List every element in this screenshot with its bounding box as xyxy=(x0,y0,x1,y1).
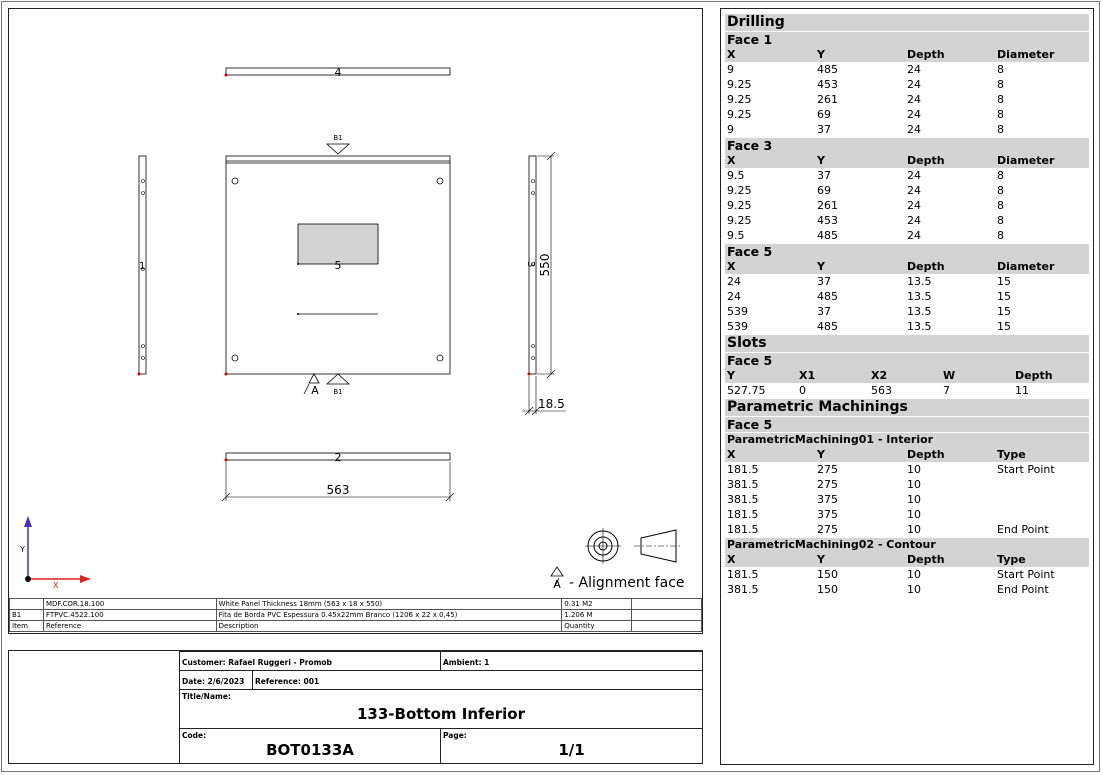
code-label: Code: xyxy=(182,731,207,740)
customer-cell xyxy=(179,651,441,671)
bom-description: White Panel Thickness 18mm (563 x 18 x 550) xyxy=(216,599,562,610)
table-row: 9.5 37 24 8 xyxy=(727,169,1004,182)
interior-pocket xyxy=(298,224,378,264)
dim-width: 563 xyxy=(326,483,350,497)
drilling-title: Drilling xyxy=(725,14,1089,31)
page-value: 1/1 xyxy=(558,741,585,759)
table-row: 181.5 275 10 Start Point xyxy=(727,463,1055,476)
table-row: 539 37 13.5 15 xyxy=(727,305,1011,318)
table-row: 381.5 150 10 End Point xyxy=(727,583,1049,596)
bom-description: Fita de Borda PVC Espessura 0.45x22mm Branco (1206 x 22 x 0,45) xyxy=(216,610,562,621)
title-cell xyxy=(179,689,703,729)
parametric-title: Parametric Machinings xyxy=(725,399,1089,416)
parametric-group-title: ParametricMachining02 - Contour xyxy=(725,538,1089,552)
bom-header-quantity: Quantity xyxy=(562,621,632,632)
table-row: 527.75 0 563 7 11 xyxy=(727,384,1029,397)
table-row: 181.5 275 10 End Point xyxy=(727,523,1049,536)
bom-item: B1 xyxy=(10,610,44,621)
table-row: 9.25 69 24 8 xyxy=(727,184,1004,197)
bom-item xyxy=(10,599,44,610)
slots-face-title: Face 5 xyxy=(725,353,1089,368)
part-label-5: 5 xyxy=(334,259,342,272)
drill-hole xyxy=(232,355,238,361)
alignment-label: A xyxy=(311,384,319,397)
table-row: 381.5 375 10 xyxy=(727,493,921,506)
drilling-face-title: Face 1 xyxy=(725,32,1089,47)
alignment-triangle-icon xyxy=(309,374,319,383)
slots-title: Slots xyxy=(725,335,1089,352)
table-row: 9 485 24 8 xyxy=(727,63,1004,76)
part-label-2: 2 xyxy=(334,451,342,464)
projection-symbol-icon xyxy=(585,528,681,564)
drilling-face-title: Face 5 xyxy=(725,244,1089,259)
table-row: 181.5 150 10 Start Point xyxy=(727,568,1055,581)
code-cell xyxy=(179,728,441,764)
axis-x-label: X xyxy=(53,581,59,590)
part-label-3: 3 xyxy=(525,261,536,268)
table-row: 9.5 485 24 8 xyxy=(727,229,1004,242)
bom-header-item: Item xyxy=(10,621,44,632)
code-value: BOT0133A xyxy=(266,741,354,759)
table-header: Y X1 X2 W Depth xyxy=(725,368,1089,383)
table-row: 24 485 13.5 15 xyxy=(727,290,1011,303)
dim-thickness: 18.5 xyxy=(538,397,565,411)
table-row: 381.5 275 10 xyxy=(727,478,921,491)
table-header: X Y Depth Diameter xyxy=(725,259,1089,274)
machining-sheet xyxy=(720,8,1094,765)
table-row: 181.5 375 10 xyxy=(727,508,921,521)
reference-cell xyxy=(252,670,703,690)
bom-row xyxy=(10,610,702,621)
drill-hole xyxy=(437,178,443,184)
edge-band-label-bottom: B1 xyxy=(333,388,343,396)
edge-band-label-top: B1 xyxy=(333,134,343,142)
ambient-text: Ambient: 1 xyxy=(443,658,490,667)
parametric-face-title: Face 5 xyxy=(725,417,1089,432)
date-cell xyxy=(179,670,253,690)
table-header: X Y Depth Type xyxy=(725,447,1089,462)
bom-header-reference: Reference xyxy=(43,621,216,632)
table-row: 24 37 13.5 15 xyxy=(727,275,1011,288)
title-label: Title/Name: xyxy=(182,692,231,701)
table-header: X Y Depth Diameter xyxy=(725,47,1089,62)
edge-band-triangle-icon xyxy=(327,144,349,154)
table-row: 9.25 453 24 8 xyxy=(727,78,1004,91)
drilling-face-title: Face 3 xyxy=(725,138,1089,153)
table-header: X Y Depth Diameter xyxy=(725,153,1089,168)
dim-height: 550 xyxy=(538,253,552,277)
bom-reference: FTPVC.4522.100 xyxy=(43,610,216,621)
ambient-cell xyxy=(440,651,703,671)
table-row: 9.25 261 24 8 xyxy=(727,199,1004,212)
bom-row xyxy=(10,599,702,610)
bom-header-description: Description xyxy=(216,621,562,632)
table-row: 9 37 24 8 xyxy=(727,123,1004,136)
table-row: 9.25 69 24 8 xyxy=(727,108,1004,121)
table-row: 539 485 13.5 15 xyxy=(727,320,1011,333)
page-label: Page: xyxy=(443,731,467,740)
table-header: X Y Depth Type xyxy=(725,552,1089,567)
title-value: 133-Bottom Inferior xyxy=(357,705,525,723)
part-label-1: 1 xyxy=(139,261,146,272)
reference-text: Reference: 001 xyxy=(255,677,320,686)
alignment-legend-letter: A xyxy=(553,578,561,591)
title-block xyxy=(8,650,703,764)
alignment-face-text: - Alignment face xyxy=(569,575,685,591)
axis-y-label: Y xyxy=(20,545,25,554)
bom-header-row xyxy=(10,621,702,632)
origin-dot xyxy=(225,74,228,77)
bom-reference: MDF.COR.18.100 xyxy=(43,599,216,610)
alignment-legend-icon xyxy=(551,567,563,576)
page-cell xyxy=(440,728,703,764)
bom-quantity: 0.31 M2 xyxy=(562,599,632,610)
bill-of-materials xyxy=(9,598,702,632)
bom-quantity: 1.206 M xyxy=(562,610,632,621)
table-row: 9.25 453 24 8 xyxy=(727,214,1004,227)
drill-hole xyxy=(232,178,238,184)
date-text: Date: 2/6/2023 xyxy=(182,677,245,686)
drill-hole xyxy=(437,355,443,361)
edge-band-triangle-icon xyxy=(327,374,349,384)
parametric-group-title: ParametricMachining01 - Interior xyxy=(725,433,1089,447)
table-row: 9.25 261 24 8 xyxy=(727,93,1004,106)
part-label-4: 4 xyxy=(334,66,342,79)
customer-text: Customer: Rafael Ruggeri - Promob xyxy=(182,658,332,667)
